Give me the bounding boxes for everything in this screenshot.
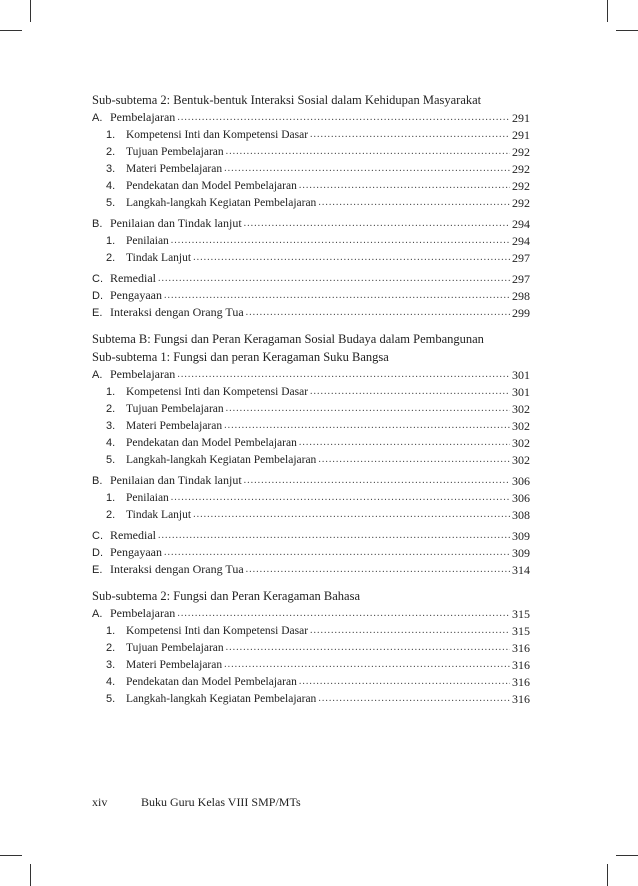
entry-marker: B. [92, 218, 103, 230]
dot-leader [164, 288, 510, 304]
entry-page-number: 308 [512, 508, 530, 522]
crop-mark [30, 864, 31, 886]
entry-label-group [106, 384, 308, 400]
toc-entry[interactable] [92, 270, 530, 287]
entry-page-number: 302 [512, 436, 530, 450]
entry-marker: 1. [106, 492, 116, 504]
dot-leader [226, 401, 510, 417]
entry-label-group [106, 507, 191, 523]
toc-subentry[interactable] [92, 383, 530, 400]
entry-title: Interaksi dengan Orang Tua [110, 305, 244, 319]
entry-title: Pembelajaran [110, 606, 176, 620]
entry-marker: E. [92, 564, 103, 576]
toc-subentry[interactable] [92, 417, 530, 434]
toc-subentry[interactable] [92, 143, 530, 160]
entry-title: Pendekatan dan Model Pembelajaran [126, 437, 297, 449]
entry-title: Langkah-langkah Kegiatan Pembelajaran [126, 693, 317, 705]
toc-entry[interactable] [92, 527, 530, 544]
dot-leader [310, 384, 510, 400]
entry-marker: 1. [106, 129, 116, 141]
entry-label-group [92, 109, 175, 126]
entry-marker: 1. [106, 235, 116, 247]
entry-page-number: 315 [512, 624, 530, 638]
dot-leader [246, 562, 510, 578]
entry-label-group [106, 233, 169, 249]
entry-title: Kompetensi Inti dan Kompetensi Dasar [126, 386, 309, 398]
entry-marker: A. [92, 608, 103, 620]
entry-marker: E. [92, 307, 103, 319]
entry-label-group [92, 304, 244, 321]
toc-subentry[interactable] [92, 656, 530, 673]
entry-label-group [106, 144, 224, 160]
entry-title: Tindak Lanjut [126, 509, 192, 521]
entry-title: Pendekatan dan Model Pembelajaran [126, 180, 297, 192]
toc-subentry[interactable] [92, 639, 530, 656]
entry-page-number: 294 [512, 217, 530, 231]
entry-marker: 2. [106, 642, 116, 654]
entry-title: Interaksi dengan Orang Tua [110, 562, 244, 576]
entry-label-group [92, 287, 162, 304]
entry-page-number: 301 [512, 385, 530, 399]
entry-marker: 2. [106, 252, 116, 264]
dot-leader [193, 250, 510, 266]
section-heading: Sub-subtema 2: Bentuk-bentuk Interaksi Sosial dalam Kehidupan Masyarakat [92, 93, 482, 107]
dot-leader [164, 545, 510, 561]
entry-title: Langkah-langkah Kegiatan Pembelajaran [126, 197, 317, 209]
toc-subentry[interactable] [92, 489, 530, 506]
entry-title: Kompetensi Inti dan Kompetensi Dasar [126, 625, 309, 637]
entry-title: Pembelajaran [110, 110, 176, 124]
entry-label-group [92, 544, 162, 561]
entry-page-number: 292 [512, 196, 530, 210]
entry-label-group [92, 366, 175, 383]
entry-marker: 4. [106, 437, 116, 449]
section-heading: Subtema B: Fungsi dan Peran Keragaman Sosial Budaya dalam Pembangunan [92, 332, 484, 346]
entry-marker: A. [92, 369, 103, 381]
page-number: xiv [92, 795, 108, 809]
toc-entry[interactable] [92, 366, 530, 383]
dot-leader [224, 161, 510, 177]
toc-entry[interactable] [92, 215, 530, 232]
entry-marker: A. [92, 112, 103, 124]
entry-label-group [92, 561, 244, 578]
entry-title: Pembelajaran [110, 367, 176, 381]
entry-marker: 2. [106, 146, 116, 158]
entry-marker: 4. [106, 180, 116, 192]
crop-mark [0, 855, 22, 856]
entry-label-group [106, 178, 297, 194]
entry-title: Kompetensi Inti dan Kompetensi Dasar [126, 129, 309, 141]
dot-leader [310, 127, 510, 143]
entry-title: Penilaian [126, 235, 169, 247]
entry-label-group [106, 418, 222, 434]
section-heading: Sub-subtema 2: Fungsi dan Peran Keragaman Bahasa [92, 589, 360, 603]
dot-leader [224, 657, 510, 673]
entry-page-number: 315 [512, 607, 530, 621]
crop-mark [30, 0, 31, 22]
entry-page-number: 309 [512, 546, 530, 560]
entry-label-group [106, 401, 224, 417]
entry-page-number: 292 [512, 179, 530, 193]
toc-subentry[interactable] [92, 451, 530, 468]
entry-marker: 2. [106, 403, 116, 415]
entry-marker: 1. [106, 625, 116, 637]
entry-marker: C. [92, 273, 103, 285]
section-gap [92, 578, 530, 587]
entry-page-number: 297 [512, 272, 530, 286]
entry-marker: 1. [106, 386, 116, 398]
entry-page-number: 306 [512, 474, 530, 488]
toc-subentry[interactable] [92, 177, 530, 194]
entry-marker: 3. [106, 163, 116, 175]
entry-label-group [92, 270, 156, 287]
toc-subentry[interactable] [92, 249, 530, 266]
toc-subentry[interactable] [92, 673, 530, 690]
entry-title: Materi Pembelajaran [126, 659, 223, 671]
entry-label-group [106, 435, 297, 451]
crop-mark [616, 30, 638, 31]
entry-marker: 3. [106, 420, 116, 432]
entry-page-number: 309 [512, 529, 530, 543]
entry-page-number: 316 [512, 658, 530, 672]
dot-leader [299, 435, 510, 451]
entry-label-group [106, 195, 316, 211]
entry-title: Tujuan Pembelajaran [126, 403, 224, 415]
entry-page-number: 301 [512, 368, 530, 382]
entry-page-number: 291 [512, 111, 530, 125]
section-subheading: Sub-subtema 1: Fungsi dan peran Keragaman Suku Bangsa [92, 350, 389, 364]
entry-label-group [106, 490, 169, 506]
entry-page-number: 297 [512, 251, 530, 265]
dot-leader [171, 233, 510, 249]
entry-title: Tindak Lanjut [126, 252, 192, 264]
dot-leader [318, 691, 510, 707]
toc-entry[interactable] [92, 561, 530, 578]
toc-subentry[interactable] [92, 400, 530, 417]
entry-label-group [92, 472, 242, 489]
entry-marker: C. [92, 530, 103, 542]
book-title: Buku Guru Kelas VIII SMP/MTs [141, 795, 301, 809]
entry-label-group [106, 674, 297, 690]
entry-page-number: 306 [512, 491, 530, 505]
entry-title: Materi Pembelajaran [126, 163, 223, 175]
entry-page-number: 298 [512, 289, 530, 303]
dot-leader [158, 271, 510, 287]
dot-leader [244, 473, 510, 489]
entry-label-group [106, 127, 308, 143]
toc-subentry[interactable] [92, 690, 530, 707]
entry-title: Pendekatan dan Model Pembelajaran [126, 676, 297, 688]
entry-title: Penilaian [126, 492, 169, 504]
entry-page-number: 294 [512, 234, 530, 248]
table-of-contents [92, 91, 530, 707]
page-footer [92, 795, 301, 810]
dot-leader [226, 144, 510, 160]
entry-page-number: 314 [512, 563, 530, 577]
dot-leader [177, 367, 510, 383]
section-gap [92, 321, 530, 330]
entry-page-number: 299 [512, 306, 530, 320]
dot-leader [224, 418, 510, 434]
entry-marker: B. [92, 475, 103, 487]
entry-marker: D. [92, 290, 103, 302]
crop-mark [607, 0, 608, 22]
dot-leader [246, 305, 510, 321]
dot-leader [310, 623, 510, 639]
dot-leader [158, 528, 510, 544]
entry-page-number: 292 [512, 145, 530, 159]
entry-title: Langkah-langkah Kegiatan Pembelajaran [126, 454, 317, 466]
entry-title: Tujuan Pembelajaran [126, 642, 224, 654]
entry-title: Pengayaan [110, 545, 162, 559]
dot-leader [318, 452, 510, 468]
entry-marker: 5. [106, 454, 116, 466]
entry-marker: 5. [106, 197, 116, 209]
entry-title: Penilaian dan Tindak lanjut [110, 473, 242, 487]
toc-entry[interactable] [92, 605, 530, 622]
dot-leader [193, 507, 510, 523]
toc-entry[interactable] [92, 472, 530, 489]
dot-leader [177, 606, 510, 622]
entry-title: Materi Pembelajaran [126, 420, 223, 432]
crop-mark [0, 30, 22, 31]
entry-marker: 5. [106, 693, 116, 705]
entry-label-group [92, 605, 175, 622]
toc-entry[interactable] [92, 287, 530, 304]
dot-leader [244, 216, 510, 232]
entry-label-group [106, 691, 316, 707]
dot-leader [226, 640, 510, 656]
entry-page-number: 291 [512, 128, 530, 142]
dot-leader [318, 195, 510, 211]
entry-marker: 2. [106, 509, 116, 521]
entry-label-group [106, 250, 191, 266]
entry-page-number: 316 [512, 692, 530, 706]
entry-page-number: 302 [512, 453, 530, 467]
entry-label-group [92, 215, 242, 232]
dot-leader [299, 674, 510, 690]
entry-marker: D. [92, 547, 103, 559]
toc-entry[interactable] [92, 544, 530, 561]
toc-subentry[interactable] [92, 232, 530, 249]
entry-marker: 4. [106, 676, 116, 688]
entry-label-group [106, 640, 224, 656]
dot-leader [171, 490, 510, 506]
entry-marker: 3. [106, 659, 116, 671]
toc-subentry[interactable] [92, 160, 530, 177]
crop-mark [616, 855, 638, 856]
entry-title: Pengayaan [110, 288, 162, 302]
entry-label-group [106, 452, 316, 468]
entry-title: Remedial [110, 528, 156, 542]
crop-mark [607, 864, 608, 886]
entry-page-number: 316 [512, 675, 530, 689]
entry-label-group [106, 623, 308, 639]
toc-subentry[interactable] [92, 194, 530, 211]
entry-page-number: 316 [512, 641, 530, 655]
entry-label-group [106, 657, 222, 673]
toc-entry[interactable] [92, 304, 530, 321]
entry-title: Remedial [110, 271, 156, 285]
entry-label-group [106, 161, 222, 177]
dot-leader [299, 178, 510, 194]
entry-title: Penilaian dan Tindak lanjut [110, 216, 242, 230]
dot-leader [177, 110, 510, 126]
entry-page-number: 292 [512, 162, 530, 176]
entry-label-group [92, 527, 156, 544]
toc-subentry[interactable] [92, 622, 530, 639]
entry-title: Tujuan Pembelajaran [126, 146, 224, 158]
toc-subentry[interactable] [92, 126, 530, 143]
toc-subentry[interactable] [92, 506, 530, 523]
entry-page-number: 302 [512, 402, 530, 416]
toc-entry[interactable] [92, 109, 530, 126]
toc-subentry[interactable] [92, 434, 530, 451]
entry-page-number: 302 [512, 419, 530, 433]
